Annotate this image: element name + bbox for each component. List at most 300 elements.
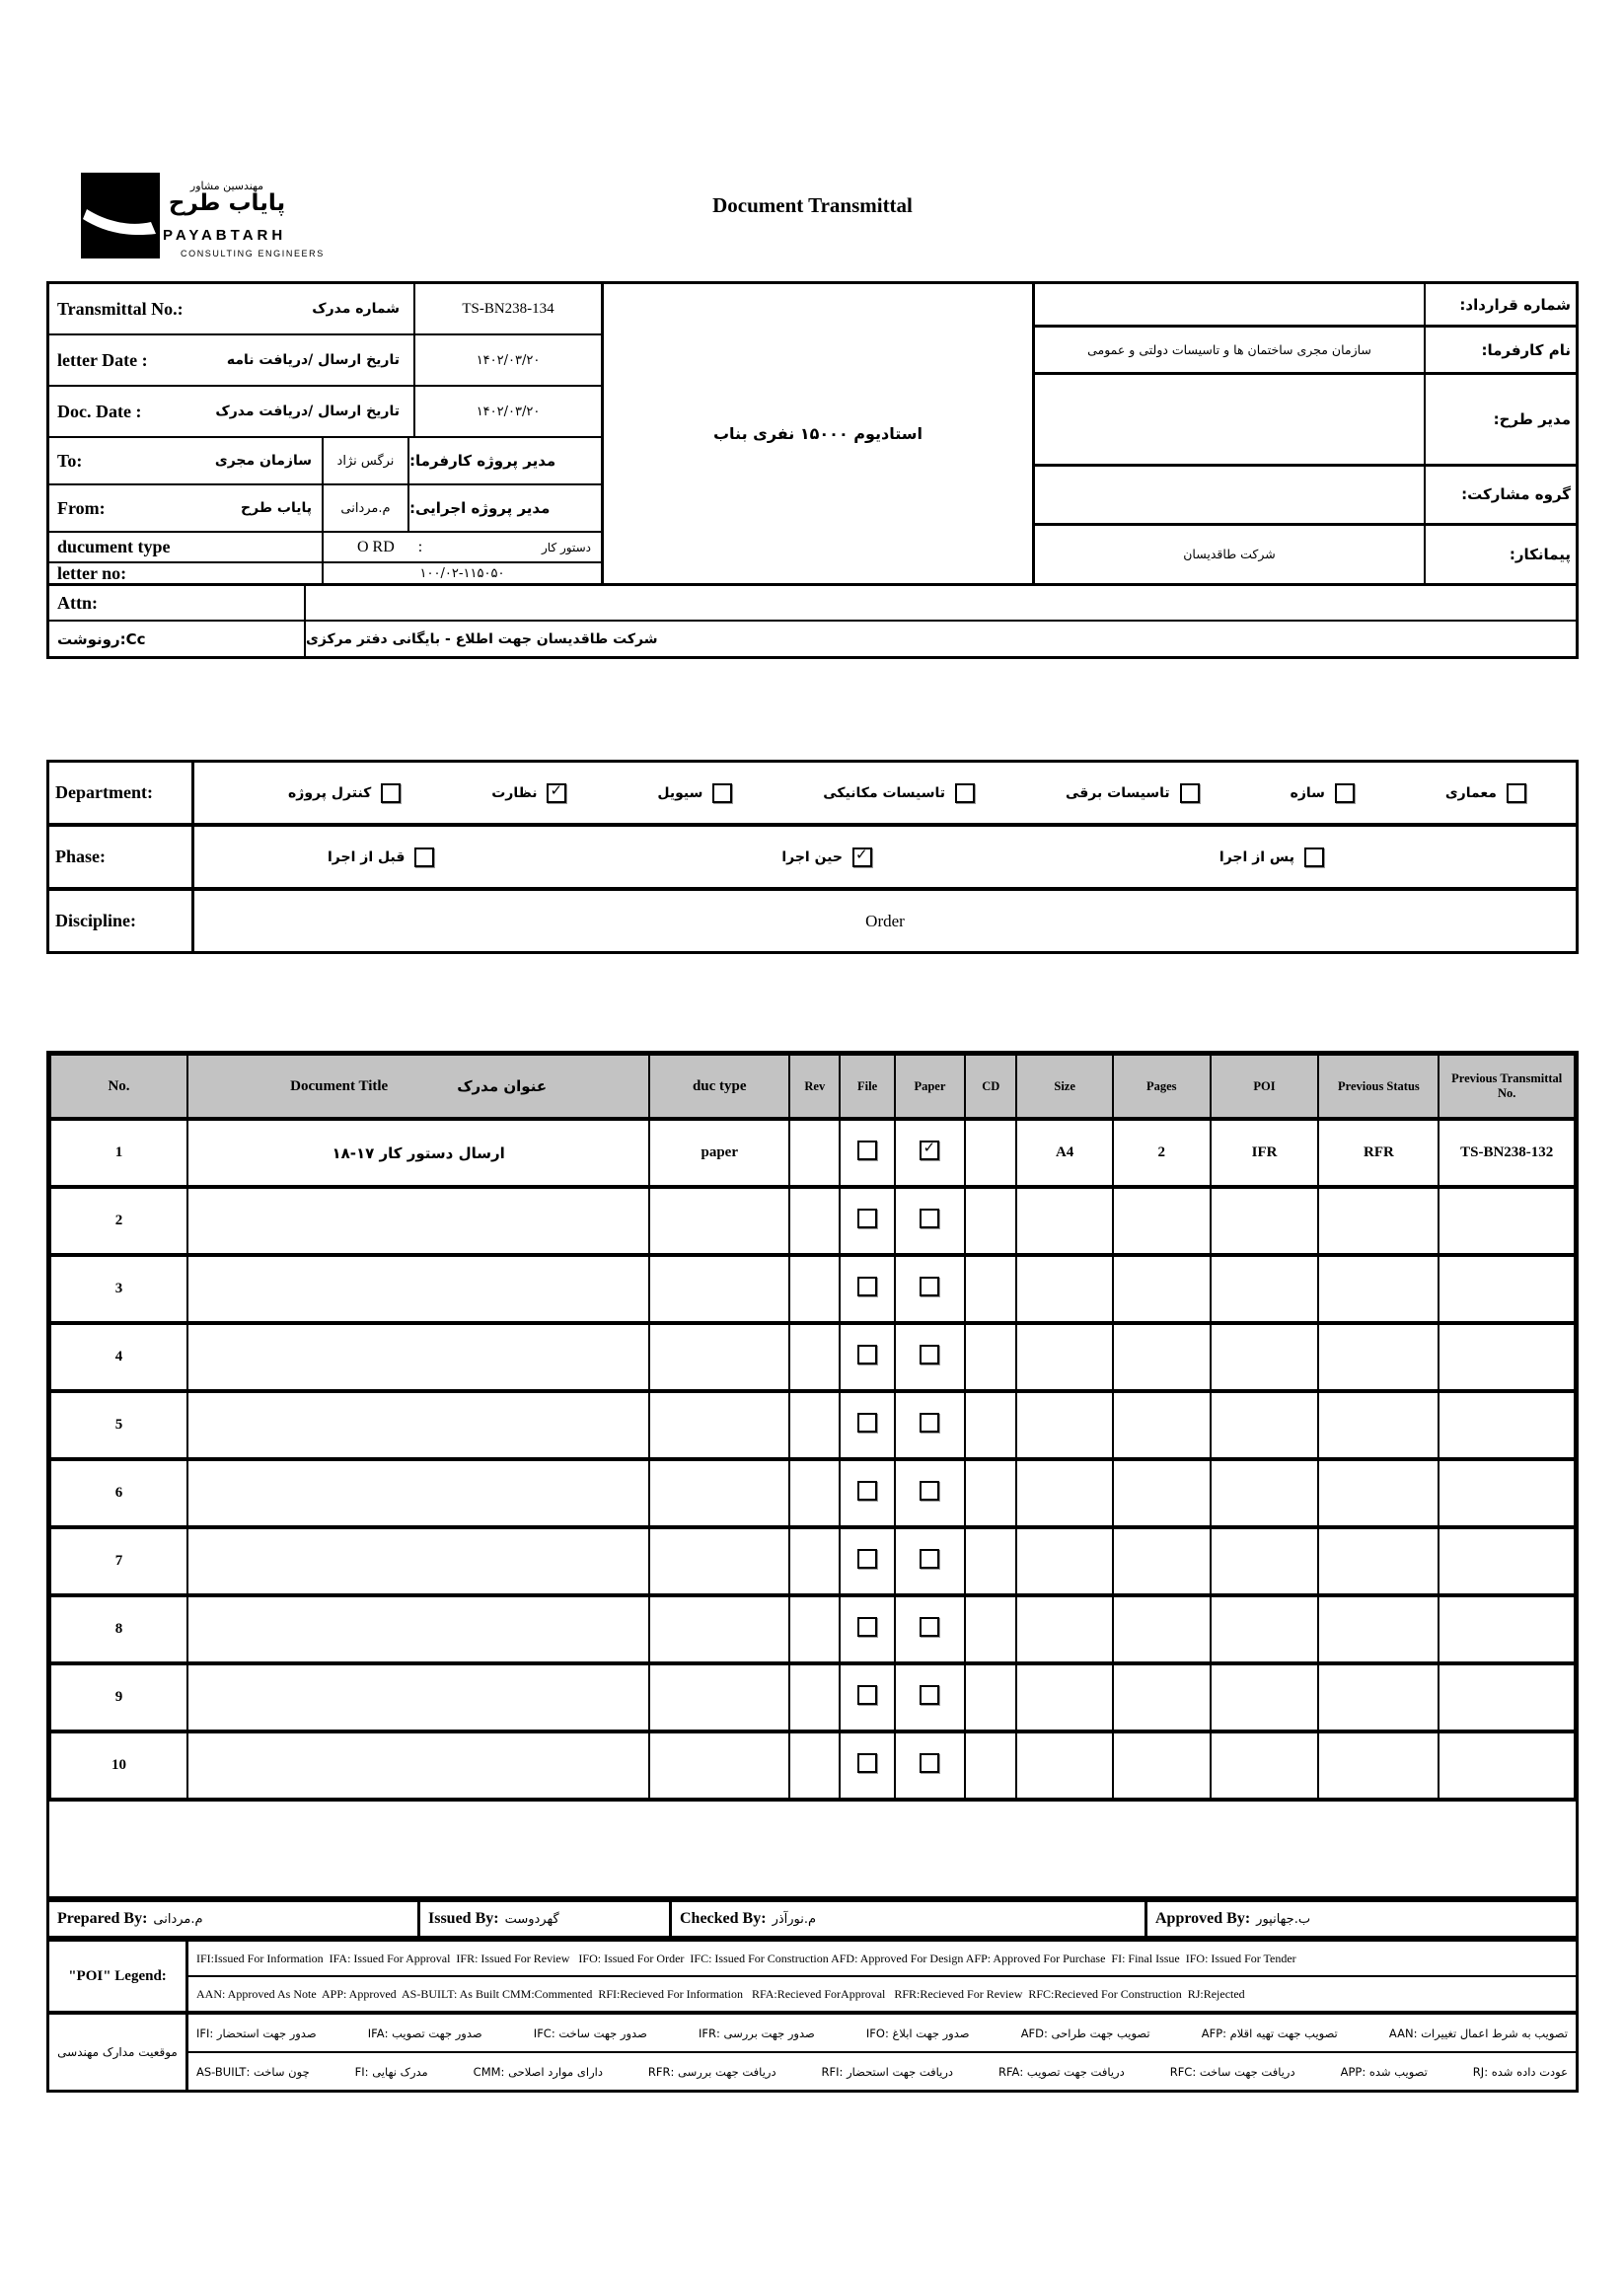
cell-no: 3: [50, 1255, 187, 1323]
phase-checkbox-2[interactable]: [1304, 847, 1324, 867]
phase-checkbox-0[interactable]: [414, 847, 434, 867]
file-checkbox-row-5[interactable]: [857, 1413, 877, 1433]
document-list-table: [46, 1051, 1579, 1899]
header-previous-status: Previous Status: [1318, 1055, 1439, 1119]
poi-legend-line-2: AAN: Approved As Note APP: Approved AS-BUILT: As Built CMM:Commented RFI:Recieved For Information RFA:Recieved ForApproval RFR:Recieved For Review RFC:Recieved For Construction RJ:Rejected: [196, 1986, 1245, 2001]
cell-pages: [1113, 1595, 1211, 1663]
cell-prev-transmittal: [1439, 1527, 1575, 1595]
cell-title: [187, 1595, 649, 1663]
letter-date-row: [49, 335, 601, 387]
attn-value: [304, 586, 1576, 620]
paper-checkbox-row-5[interactable]: [920, 1413, 939, 1433]
cell-pages: [1113, 1663, 1211, 1731]
department-option: [657, 783, 732, 803]
header-title-en: Document Title: [290, 1077, 389, 1094]
approved-by-label: Approved By:: [1155, 1910, 1251, 1927]
file-checkbox-row-7[interactable]: [857, 1549, 877, 1569]
cell-pages: [1113, 1187, 1211, 1255]
fa-legend-item: صدور جهت ساخت :IFC: [533, 2026, 647, 2040]
contract-no-row: [1035, 284, 1576, 328]
exec-pm-label: مدیر پروژه اجرایی:: [407, 485, 601, 531]
cell-poi: [1211, 1187, 1319, 1255]
cell-no: 1: [50, 1119, 187, 1187]
cell-size: [1016, 1731, 1112, 1800]
to-label: To:: [57, 450, 83, 471]
paper-checkbox-row-10[interactable]: [920, 1753, 939, 1773]
logo-tagline: CONSULTING ENGINEERS: [181, 249, 325, 258]
header-pages: Pages: [1113, 1055, 1211, 1119]
department-option: [1291, 783, 1355, 803]
document-type-fa: دستور کار: [542, 540, 591, 554]
cell-paper: [895, 1595, 965, 1663]
design-manager-value: [1035, 375, 1424, 464]
table-row: [50, 1119, 1575, 1187]
doc-date-label-fa: تاریخ ارسال /دریافت مدرک: [215, 404, 400, 419]
department-option: [1445, 783, 1526, 803]
table-row: [50, 1527, 1575, 1595]
paper-checkbox-row-2[interactable]: [920, 1209, 939, 1228]
document-type-value: O RD :: [357, 538, 423, 555]
cell-poi: IFR: [1211, 1119, 1319, 1187]
department-checkbox-3[interactable]: [955, 783, 975, 803]
approved-by-value: ب.جهانپور: [1256, 1911, 1311, 1927]
department-option: [491, 780, 566, 803]
file-checkbox-row-1[interactable]: [857, 1141, 877, 1160]
department-checkbox-1[interactable]: [547, 780, 566, 803]
transmittal-info-table: [46, 281, 1579, 659]
client-pm-label: مدیر پروژه کارفرما:: [407, 438, 601, 483]
cell-duc-type: [649, 1255, 789, 1323]
cell-poi: [1211, 1527, 1319, 1595]
cell-prev-status: [1318, 1391, 1439, 1459]
department-option-label: نظارت: [491, 784, 538, 801]
department-option-label: سازه: [1290, 784, 1325, 801]
header-file: File: [840, 1055, 895, 1119]
letter-date-value: ۱۴۰۲/۰۳/۲۰: [413, 335, 601, 385]
prepared-by-cell: [49, 1902, 417, 1936]
cell-title: ارسال دستور کار ۱۷-۱۸: [187, 1119, 649, 1187]
cell-rev: [789, 1187, 840, 1255]
fa-legend-item: دریافت جهت تصویب :RFA: [997, 2064, 1125, 2079]
cell-size: A4: [1016, 1119, 1112, 1187]
cell-cd: [965, 1119, 1017, 1187]
cell-prev-transmittal: [1439, 1391, 1575, 1459]
letter-no-label: letter no:: [57, 562, 127, 583]
poi-legend-line-1: IFI:Issued For Information IFA: Issued For Approval IFR: Issued For Review IFO: Issued For Order IFC: Issued For Construction AFD: Approved For Design AFP: Approved For Purchase FI: Final Issue IFO: Issued For Tender: [188, 1942, 1576, 1977]
cell-no: 6: [50, 1459, 187, 1527]
poi-legend-label: "POI" Legend:: [49, 1942, 188, 2011]
paper-checkbox-row-7[interactable]: [920, 1549, 939, 1569]
cell-title: [187, 1731, 649, 1800]
cell-paper: [895, 1255, 965, 1323]
table-row: [50, 1663, 1575, 1731]
cell-duc-type: [649, 1663, 789, 1731]
contractor-row: [1035, 526, 1576, 583]
cell-prev-transmittal: [1439, 1663, 1575, 1731]
cell-file: [840, 1323, 895, 1391]
cell-paper: [895, 1119, 965, 1187]
page-title: Document Transmittal: [712, 193, 913, 217]
logo-brand-en: PAYABTARH: [163, 227, 287, 244]
cell-cd: [965, 1731, 1017, 1800]
design-manager-label: مدیر طرح:: [1424, 375, 1576, 464]
paper-checkbox-row-3[interactable]: [920, 1277, 939, 1296]
phase-option-label: قبل از اجرا: [328, 848, 406, 865]
signoff-row: [46, 1899, 1579, 1939]
cell-cd: [965, 1391, 1017, 1459]
paper-checkbox-row-8[interactable]: [920, 1617, 939, 1637]
table-row: [50, 1187, 1575, 1255]
paper-checkbox-row-4[interactable]: [920, 1345, 939, 1364]
cell-cd: [965, 1459, 1017, 1527]
fa-legend-item: دارای موارد اصلاحی :CMM: [473, 2064, 603, 2079]
cell-poi: [1211, 1731, 1319, 1800]
jv-label: گروه مشارکت:: [1424, 467, 1576, 523]
cell-rev: [789, 1391, 840, 1459]
fa-legend-item: دریافت جهت ساخت :RFC: [1169, 2064, 1295, 2079]
department-option: [823, 783, 975, 803]
phase-checkbox-group: [194, 827, 1576, 887]
cell-no: 2: [50, 1187, 187, 1255]
cell-pages: [1113, 1323, 1211, 1391]
cell-pages: [1113, 1459, 1211, 1527]
cell-rev: [789, 1323, 840, 1391]
file-checkbox-row-4[interactable]: [857, 1345, 877, 1364]
cell-poi: [1211, 1663, 1319, 1731]
cell-no: 4: [50, 1323, 187, 1391]
jv-row: [1035, 467, 1576, 526]
cell-poi: [1211, 1255, 1319, 1323]
poi-legend-row: [49, 1942, 1576, 2011]
prepared-by-value: م.مردانی: [153, 1911, 203, 1927]
cell-file: [840, 1391, 895, 1459]
fa-legend-item: صدور جهت تصویب :IFA: [367, 2026, 482, 2040]
cell-duc-type: [649, 1595, 789, 1663]
discipline-value: Order: [865, 911, 905, 930]
cell-prev-transmittal: [1439, 1323, 1575, 1391]
cell-pages: [1113, 1391, 1211, 1459]
phase-checkbox-1[interactable]: [852, 847, 872, 867]
department-checkbox-group: [194, 763, 1576, 823]
file-checkbox-row-10[interactable]: [857, 1753, 877, 1773]
project-name: استادیوم ۱۵۰۰۰ نفری بناب: [604, 284, 1035, 583]
approved-by-cell: [1144, 1902, 1576, 1936]
cell-prev-status: [1318, 1187, 1439, 1255]
cell-rev: [789, 1595, 840, 1663]
cell-pages: [1113, 1255, 1211, 1323]
check-mark-icon: ✓: [550, 780, 563, 799]
transmittal-no-row: [49, 284, 601, 335]
cell-file: [840, 1527, 895, 1595]
cell-prev-transmittal: [1439, 1187, 1575, 1255]
table-row: [50, 1323, 1575, 1391]
check-mark-icon: ✓: [923, 1139, 936, 1156]
cell-duc-type: [649, 1731, 789, 1800]
cell-no: 9: [50, 1663, 187, 1731]
cell-duc-type: [649, 1323, 789, 1391]
cell-prev-status: [1318, 1731, 1439, 1800]
doc-date-value: ۱۴۰۲/۰۳/۲۰: [413, 387, 601, 436]
document-type-row: [49, 533, 601, 563]
issued-by-cell: [417, 1902, 669, 1936]
cell-paper: [895, 1527, 965, 1595]
cell-title: [187, 1391, 649, 1459]
cell-no: 8: [50, 1595, 187, 1663]
doc-table-header-row: [50, 1055, 1575, 1119]
cell-paper: [895, 1459, 965, 1527]
cell-size: [1016, 1255, 1112, 1323]
fa-legend-item: دریافت جهت استحضار :RFI: [821, 2064, 954, 2079]
department-option: [1066, 783, 1200, 803]
cell-pages: 2: [1113, 1119, 1211, 1187]
attn-row: [49, 583, 1576, 620]
paper-checkbox-row-6[interactable]: [920, 1481, 939, 1501]
checked-by-value: م.نورآذر: [772, 1911, 817, 1927]
cc-row: [49, 620, 1576, 656]
cell-size: [1016, 1527, 1112, 1595]
discipline-label: Discipline:: [49, 891, 194, 951]
cell-duc-type: [649, 1459, 789, 1527]
department-option-label: سیویل: [657, 784, 703, 801]
letter-no-value: ۱۰۰/۰۲-۱۱۵۰۵۰: [322, 563, 601, 583]
cell-file: [840, 1731, 895, 1800]
header-poi: POI: [1211, 1055, 1319, 1119]
file-checkbox-row-2[interactable]: [857, 1209, 877, 1228]
client-label: نام کارفرما:: [1424, 328, 1576, 371]
cell-poi: [1211, 1459, 1319, 1527]
fa-legend-item: صدور جهت استحضار :IFI: [196, 2026, 317, 2040]
header-document-title: [187, 1055, 649, 1119]
cell-size: [1016, 1595, 1112, 1663]
cell-no: 10: [50, 1731, 187, 1800]
to-person: نرگس نژاد: [322, 438, 407, 483]
cell-duc-type: paper: [649, 1119, 789, 1187]
cell-file: [840, 1255, 895, 1323]
cell-size: [1016, 1663, 1112, 1731]
cell-size: [1016, 1187, 1112, 1255]
table-row: [50, 1391, 1575, 1459]
department-checkbox-6[interactable]: [1507, 783, 1526, 803]
transmittal-no-label-en: Transmittal No.:: [57, 298, 184, 319]
department-option-label: کنترل پروژه: [288, 784, 372, 801]
checked-by-label: Checked By:: [680, 1910, 767, 1927]
cell-prev-transmittal: [1439, 1595, 1575, 1663]
design-manager-row: [1035, 375, 1576, 467]
cell-title: [187, 1527, 649, 1595]
fa-legend-item: دریافت جهت بررسی :RFR: [647, 2064, 776, 2079]
table-row: [50, 1595, 1575, 1663]
logo-brand-fa-small: مهندسین مشاور: [189, 180, 264, 192]
letter-date-label-en: letter Date :: [57, 349, 148, 370]
cc-label: رونوشت:Cc: [57, 629, 146, 648]
document-type-label: ducument type: [57, 537, 171, 556]
jv-value: [1035, 467, 1424, 523]
phase-option: [328, 847, 434, 867]
fa-legend-item: تصویب جهت طراحی :AFD: [1020, 2026, 1150, 2040]
fa-legend-item: صدور جهت ابلاغ :IFO: [865, 2026, 970, 2040]
cell-cd: [965, 1323, 1017, 1391]
from-row: [49, 485, 601, 533]
cell-file: [840, 1595, 895, 1663]
header-paper: Paper: [895, 1055, 965, 1119]
cell-title: [187, 1255, 649, 1323]
phase-option-label: حین اجرا: [781, 848, 843, 865]
to-value: سازمان مجری: [214, 453, 312, 469]
fa-legend-label: موقعیت مدارک مهندسی: [49, 2015, 188, 2090]
cell-prev-status: [1318, 1323, 1439, 1391]
cell-prev-status: [1318, 1255, 1439, 1323]
cell-title: [187, 1323, 649, 1391]
cell-rev: [789, 1119, 840, 1187]
fa-legend-item: تصویب جهت تهیه اقلام :AFP: [1201, 2026, 1338, 2040]
cell-file: [840, 1119, 895, 1187]
cell-prev-status: [1318, 1527, 1439, 1595]
cell-file: [840, 1187, 895, 1255]
cell-size: [1016, 1459, 1112, 1527]
header-cd: CD: [965, 1055, 1017, 1119]
doc-date-row: [49, 387, 601, 438]
cell-pages: [1113, 1527, 1211, 1595]
cell-prev-transmittal: [1439, 1255, 1575, 1323]
fa-legend-item: مدرک نهایی :FI: [354, 2064, 428, 2079]
fa-legend-item: صدور جهت بررسی :IFR: [698, 2026, 815, 2040]
phase-option: [781, 847, 872, 867]
header-title-fa: عنوان مدرک: [457, 1077, 548, 1095]
file-checkbox-row-8[interactable]: [857, 1617, 877, 1637]
from-person: م.مردانی: [322, 485, 407, 531]
issued-by-value: گهردوست: [504, 1911, 559, 1927]
table-row: [50, 1731, 1575, 1800]
cell-paper: [895, 1391, 965, 1459]
file-checkbox-row-6[interactable]: [857, 1481, 877, 1501]
prepared-by-label: Prepared By:: [57, 1910, 148, 1927]
cell-poi: [1211, 1595, 1319, 1663]
fa-legend-line-2: [188, 2053, 1576, 2090]
department-option-label: تاسیسات برقی: [1065, 784, 1170, 801]
cell-paper: [895, 1663, 965, 1731]
cell-rev: [789, 1731, 840, 1800]
cell-size: [1016, 1391, 1112, 1459]
department-row: [49, 763, 1576, 827]
client-value: سازمان مجری ساختمان ها و تاسیسات دولتی و عمومی: [1087, 342, 1371, 358]
cell-pages: [1113, 1731, 1211, 1800]
cell-poi: [1211, 1391, 1319, 1459]
header-previous-transmittal: Previous Transmittal No.: [1439, 1055, 1575, 1119]
file-checkbox-row-9[interactable]: [857, 1685, 877, 1705]
cell-title: [187, 1663, 649, 1731]
fa-legend-item: تصویب شده :APP: [1340, 2064, 1428, 2079]
transmittal-no-value: TS-BN238-134: [413, 284, 601, 333]
cell-cd: [965, 1187, 1017, 1255]
cell-prev-status: RFR: [1318, 1119, 1439, 1187]
header-size: Size: [1016, 1055, 1112, 1119]
client-row: [1035, 328, 1576, 374]
fa-legend-row: [49, 2011, 1576, 2090]
cell-no: 7: [50, 1527, 187, 1595]
phase-option-label: پس از اجرا: [1218, 848, 1294, 865]
fa-legend-item: چون ساخت :AS-BUILT: [196, 2064, 310, 2079]
cell-poi: [1211, 1323, 1319, 1391]
check-mark-icon: ✓: [855, 845, 868, 863]
cell-rev: [789, 1663, 840, 1731]
discipline-row: [49, 891, 1576, 951]
header-rev: Rev: [789, 1055, 840, 1119]
contractor-label: پیمانکار:: [1424, 526, 1576, 583]
contract-no-label: شماره قرارداد:: [1424, 284, 1576, 325]
cell-cd: [965, 1663, 1017, 1731]
cell-rev: [789, 1255, 840, 1323]
cell-cd: [965, 1527, 1017, 1595]
letter-no-row: [49, 563, 601, 583]
cell-title: [187, 1187, 649, 1255]
cell-file: [840, 1459, 895, 1527]
logo-brand-fa: پایاب طرح: [168, 190, 286, 216]
issued-by-label: Issued By:: [428, 1910, 499, 1927]
contractor-value: شرکت طاقدیسان: [1183, 547, 1276, 562]
checked-by-cell: [669, 1902, 1144, 1936]
doc-date-label-en: Doc. Date :: [57, 401, 142, 421]
cell-prev-status: [1318, 1595, 1439, 1663]
cell-prev-status: [1318, 1663, 1439, 1731]
fa-legend-item: تصویب به شرط اعمال تغییرات :AAN: [1388, 2026, 1568, 2040]
cell-paper: [895, 1731, 965, 1800]
cell-cd: [965, 1255, 1017, 1323]
fa-legend-item: عودت داده شده :RJ: [1472, 2064, 1568, 2079]
fa-legend-line-1: [188, 2015, 1576, 2053]
from-value: پایاب طرح: [241, 500, 312, 516]
table-row: [50, 1255, 1575, 1323]
cell-no: 5: [50, 1391, 187, 1459]
letter-date-label-fa: تاریخ ارسال /دریافت نامه: [226, 352, 400, 368]
department-checkbox-2[interactable]: [712, 783, 732, 803]
cell-file: [840, 1663, 895, 1731]
cc-value: شرکت طاقدیسان جهت اطلاع - بایگانی دفتر مرکزی: [304, 622, 1576, 656]
department-label: Department:: [49, 763, 194, 823]
cell-paper: [895, 1187, 965, 1255]
department-option-label: معماری: [1444, 784, 1497, 801]
paper-checkbox-row-9[interactable]: [920, 1685, 939, 1705]
to-row: [49, 438, 601, 485]
cell-rev: [789, 1527, 840, 1595]
department-checkbox-0[interactable]: [381, 783, 401, 803]
cell-title: [187, 1459, 649, 1527]
cell-rev: [789, 1459, 840, 1527]
cell-size: [1016, 1323, 1112, 1391]
cell-duc-type: [649, 1187, 789, 1255]
file-checkbox-row-3[interactable]: [857, 1277, 877, 1296]
transmittal-no-label-fa: شماره مدرک: [312, 301, 400, 317]
paper-checkbox-row-1[interactable]: [920, 1141, 939, 1160]
from-label: From:: [57, 497, 106, 518]
cell-duc-type: [649, 1391, 789, 1459]
table-row: [50, 1459, 1575, 1527]
phase-row: [49, 827, 1576, 891]
department-option: [288, 783, 401, 803]
department-checkbox-5[interactable]: [1335, 783, 1355, 803]
doc-table-empty-area: [49, 1802, 1576, 1896]
department-checkbox-4[interactable]: [1180, 783, 1200, 803]
legend-table: [46, 1939, 1579, 2093]
department-option-label: تاسیسات مکانیکی: [823, 784, 946, 801]
cell-paper: [895, 1323, 965, 1391]
attn-label: Attn:: [57, 592, 98, 613]
phase-option: [1219, 847, 1324, 867]
cell-prev-transmittal: [1439, 1459, 1575, 1527]
cell-prev-transmittal: TS-BN238-132: [1439, 1119, 1575, 1187]
cell-prev-transmittal: [1439, 1731, 1575, 1800]
header-duc-type: duc type: [649, 1055, 789, 1119]
phase-label: Phase:: [49, 827, 194, 887]
